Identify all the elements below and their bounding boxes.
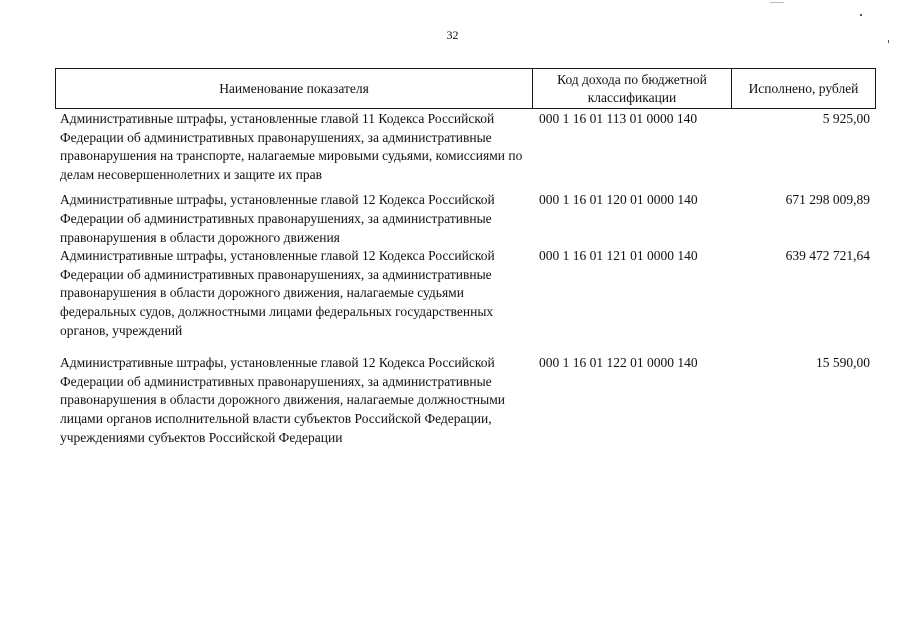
row-executed-amount: 5 925,00 xyxy=(822,111,870,126)
row-income-code: 000 1 16 01 122 01 0000 140 xyxy=(539,355,698,371)
scan-speck xyxy=(860,14,862,16)
row-executed-amount: 671 298 009,89 xyxy=(785,192,870,208)
row-executed-amount: 15 590,00 xyxy=(816,355,870,371)
scan-speck xyxy=(770,2,784,3)
row-income-code: 000 1 16 01 113 01 0000 140 xyxy=(539,111,698,126)
row-income-code: 000 1 16 01 120 01 0000 140 xyxy=(539,192,698,208)
row-indicator-name: Административные штрафы, установленные главой 12 Кодекса Российской Федерации об административных правонарушениях, за административные правонарушения в области дорожного движения xyxy=(60,192,495,245)
page-number: 32 xyxy=(446,28,459,42)
table-row xyxy=(55,247,876,340)
header-income-code: Код дохода по бюджетной классификации xyxy=(532,69,731,108)
table-row xyxy=(55,110,876,184)
header-indicator-name: Наименование показателя xyxy=(219,80,369,96)
row-indicator-name: Административные штрафы, установленные главой 12 Кодекса Российской Федерации об административных правонарушениях, за административные правонарушения в области дорожного движения, налагаемые судьями федеральных судов, должностными лицами федеральных государственных органов, учреждений xyxy=(60,248,495,338)
row-indicator-name: Административные штрафы, установленные главой 12 Кодекса Российской Федерации об административных правонарушениях, за административные правонарушения в области дорожного движения, налагаемые должностными лицами органов исполнительной власти субъектов Российской Федерации, учреждениями субъектов Российской Федерации xyxy=(60,355,505,445)
row-executed-amount: 639 472 721,64 xyxy=(785,248,870,264)
row-income-code: 000 1 16 01 121 01 0000 140 xyxy=(539,248,698,264)
header-executed-amount: Исполнено, рублей xyxy=(731,69,875,108)
table-row xyxy=(55,354,876,447)
row-indicator-name: Административные штрафы, установленные главой 11 Кодекса Российской Федерации об административных правонарушениях, за административные правонарушения на транспорте, налагаемые мировыми судьями, комиссиями по делам несовершеннолетних и защите их прав xyxy=(60,111,523,182)
table-row xyxy=(55,191,876,247)
scan-speck xyxy=(888,40,889,43)
budget-income-table xyxy=(55,68,876,447)
table-header-row xyxy=(55,68,876,109)
